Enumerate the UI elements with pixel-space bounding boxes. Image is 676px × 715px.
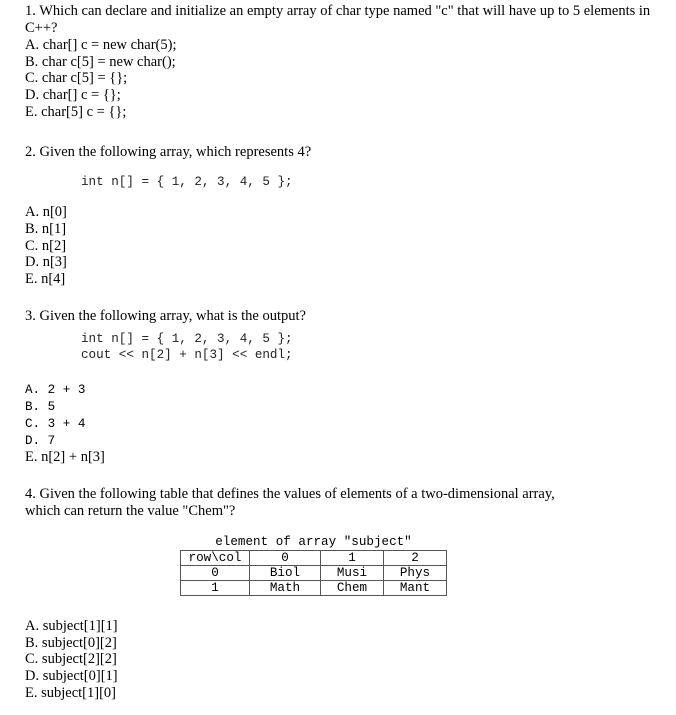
q2-option-d: D. n[3] bbox=[25, 254, 67, 271]
table-cell: 1 bbox=[181, 580, 250, 595]
table-row bbox=[181, 565, 447, 580]
quiz-page bbox=[25, 3, 665, 701]
q3-option-e: E. n[2] + n[3] bbox=[25, 449, 105, 466]
q3-code-line-2: cout << n[2] + n[3] << endl; bbox=[81, 348, 293, 363]
q1-options bbox=[25, 37, 665, 121]
q3-options bbox=[25, 382, 665, 466]
table-cell: Math bbox=[250, 580, 321, 595]
q4-option-a: A. subject[1][1] bbox=[25, 617, 118, 634]
table-cell: 0 bbox=[181, 565, 250, 580]
q4-options bbox=[25, 618, 665, 702]
q1-option-b: B. char c[5] = new char(); bbox=[25, 53, 176, 70]
q2-options bbox=[25, 204, 665, 288]
table-cell: Biol bbox=[250, 565, 321, 580]
q2-code: int n[] = { 1, 2, 3, 4, 5 }; bbox=[81, 175, 293, 190]
table-row bbox=[181, 580, 447, 595]
q4-option-b: B. subject[0][2] bbox=[25, 634, 117, 651]
q1-option-a: A. char[] c = new char(5); bbox=[25, 37, 177, 53]
q3-code-line-1: int n[] = { 1, 2, 3, 4, 5 }; bbox=[81, 332, 293, 347]
table-cell: Mant bbox=[384, 580, 447, 595]
q3-option-b: B. 5 bbox=[25, 400, 56, 415]
q3-option-a: A. 2 + 3 bbox=[25, 383, 86, 398]
table-cell: Phys bbox=[384, 565, 447, 580]
table-cell: Chem bbox=[321, 580, 384, 595]
q3-option-c: C. 3 + 4 bbox=[25, 416, 86, 431]
q4-question: 4. Given the following table that defines the values of elements of a two-dimensional array, which can return the value "Chem"? bbox=[25, 485, 555, 519]
table-header-cell: 0 bbox=[250, 550, 321, 565]
q2-option-e: E. n[4] bbox=[25, 271, 66, 288]
table-header-cell: 2 bbox=[384, 550, 447, 565]
table-header-row bbox=[181, 550, 447, 565]
q1-option-c: C. char c[5] = {}; bbox=[25, 70, 128, 87]
q3-option-d: D. 7 bbox=[25, 433, 56, 448]
q4-option-d: D. subject[0][1] bbox=[25, 668, 118, 685]
q4-option-e: E. subject[1][0] bbox=[25, 684, 116, 701]
table-header-cell: 1 bbox=[321, 550, 384, 565]
q1-question: 1. Which can declare and initialize an empty array of char type named "c" that will have up to 5 elements in C++? bbox=[25, 3, 651, 36]
q2-option-b: B. n[1] bbox=[25, 220, 67, 237]
q3-question: 3. Given the following array, what is the output? bbox=[25, 307, 306, 324]
subject-array-table bbox=[180, 535, 447, 596]
table-caption: element of array "subject" bbox=[215, 534, 412, 549]
q1-option-d: D. char[] c = {}; bbox=[25, 87, 121, 104]
table-cell: Musi bbox=[321, 565, 384, 580]
q1-option-e: E. char[5] c = {}; bbox=[25, 103, 127, 120]
q2-option-c: C. n[2] bbox=[25, 237, 67, 254]
q2-question: 2. Given the following array, which represents 4? bbox=[25, 143, 312, 160]
q4-option-c: C. subject[2][2] bbox=[25, 651, 117, 668]
table-header-cell: row\col bbox=[181, 550, 250, 565]
q2-option-a: A. n[0] bbox=[25, 204, 67, 221]
q3-code bbox=[25, 331, 665, 363]
